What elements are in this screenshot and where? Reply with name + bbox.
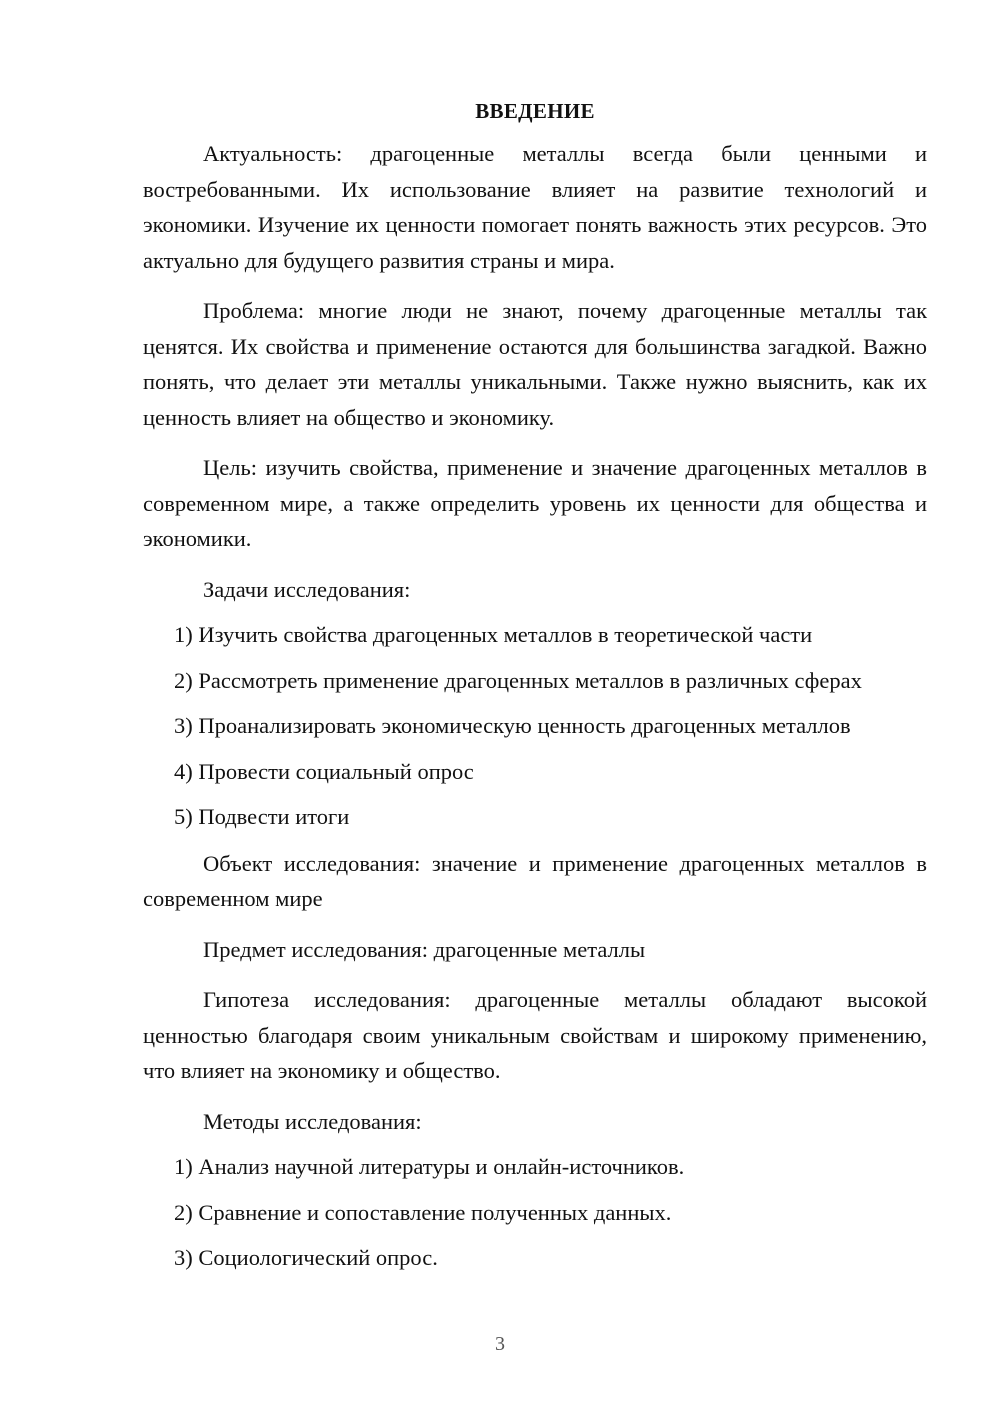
tasks-label: Задачи исследования:: [203, 576, 411, 602]
task-item-3: 3) Проанализировать экономическую ценность драгоценных металлов: [174, 713, 851, 738]
goal-paragraph: Цель: изучить свойства, применение и значение драгоценных металлов в современном мире, а также определить уровень их ценности для общества и экономики.: [143, 455, 927, 551]
hypothesis-paragraph: Гипотеза исследования: драгоценные металлы обладают высокой ценностью благодаря своим уникальным свойствам и широкому применению, что влияет на экономику и общество.: [143, 987, 927, 1083]
problem-paragraph: Проблема: многие люди не знают, почему драгоценные металлы так ценятся. Их свойства и применение остаются для большинства загадкой. Важно понять, что делает эти металлы уникальными. Также нужно выяснить, как их ценность влияет на общество и экономику.: [143, 298, 927, 430]
method-item-1: 1) Анализ научной литературы и онлайн-источников.: [174, 1154, 685, 1179]
task-item-5: 5) Подвести итоги: [174, 804, 350, 829]
relevance-paragraph: Актуальность: драгоценные металлы всегда были ценными и востребованными. Их использование влияет на развитие технологий и экономики. Изучение их ценности помогает понять важность этих ресурсов. Это актуально для будущего развития страны и мира.: [143, 141, 927, 273]
method-item-3: 3) Социологический опрос.: [174, 1245, 438, 1270]
task-item-2: 2) Рассмотреть применение драгоценных металлов в различных сферах: [174, 667, 862, 693]
methods-label: Методы исследования:: [203, 1108, 422, 1134]
method-item-2: 2) Сравнение и сопоставление полученных данных.: [174, 1199, 672, 1225]
page-content: [143, 96, 927, 1286]
task-item-1: 1) Изучить свойства драгоценных металлов в теоретической части: [174, 622, 813, 647]
page-number: 3: [495, 1333, 505, 1355]
subject-paragraph: Предмет исследования: драгоценные металлы: [203, 936, 646, 962]
task-item-4: 4) Провести социальный опрос: [174, 758, 474, 784]
page-title: ВВЕДЕНИЕ: [475, 99, 595, 123]
object-paragraph: Объект исследования: значение и применение драгоценных металлов в современном мире: [143, 850, 927, 911]
